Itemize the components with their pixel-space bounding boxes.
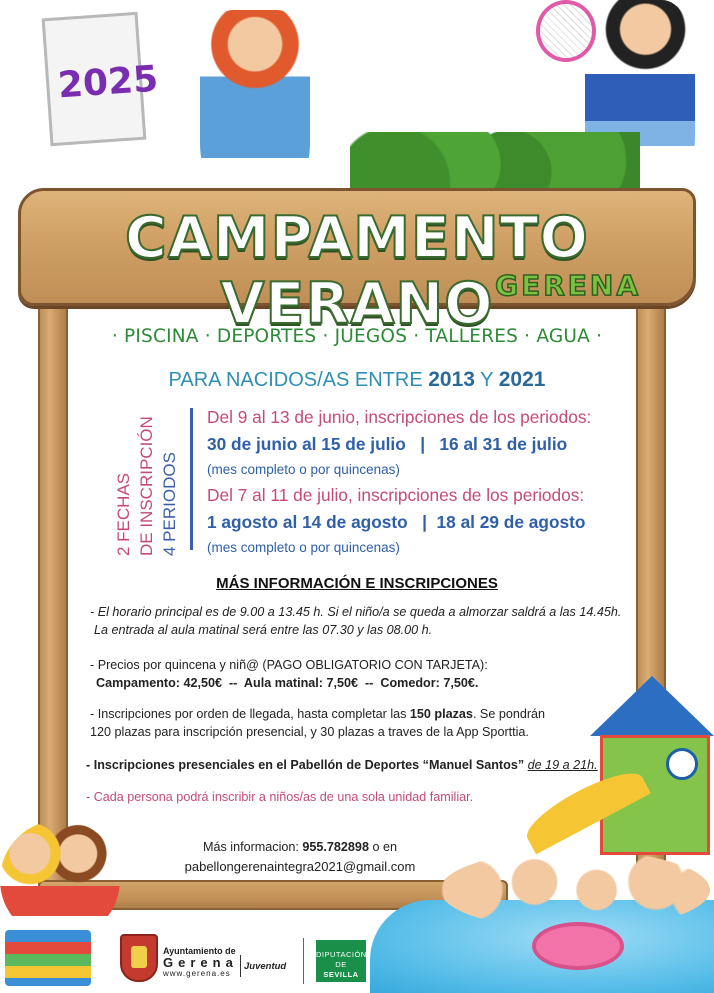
year-painting: 2025 (56, 58, 160, 107)
vertical-label-line2: DE INSCRIPCIÓN (137, 416, 156, 556)
info-schedule (86, 603, 636, 639)
born-range (0, 368, 714, 392)
info-prices (86, 656, 636, 692)
info-prices-line1: - Precios por quincena y niñ@ (PAGO OBLIGATORIO CON TARJETA): (90, 658, 488, 672)
info-presencial-hours: de 19 a 21h. (527, 758, 598, 772)
kids-pool-illustration (440, 850, 710, 930)
girl-painter-illustration (200, 10, 310, 200)
info-order-line1 (86, 705, 636, 723)
playhouse-window-illustration (666, 748, 698, 780)
period-note: (mes completo o por quincenas) (207, 462, 400, 477)
ayto-town: Gerena (163, 955, 238, 970)
info-prices-line2: Campamento: 42,50€ -- Aula matinal: 7,50€ -- Comedor: 7,50€. (96, 676, 479, 690)
contact-phone[interactable]: 955.782898 (302, 840, 369, 854)
ayto-line1: Ayuntamiento de (163, 946, 236, 956)
period-group (207, 404, 627, 482)
periods-list (207, 404, 627, 560)
info-order-part3: . Se pondrán (472, 707, 546, 721)
poster-subtitle: GERENA (495, 269, 641, 302)
activities-line: · PISCINA · DEPORTES · JUEGOS · TALLERES · AGUA · (111, 326, 603, 347)
period-header: Del 7 al 11 de julio, inscripciones de los periodos: (207, 485, 585, 505)
tennis-racket-icon (536, 0, 596, 62)
vertical-label-line3: 4 PERIODOS (160, 452, 179, 556)
contact-label: Más informacion: (203, 840, 303, 854)
ayuntamiento-logo (163, 946, 238, 979)
logo-separator (240, 955, 241, 977)
diputacion-logo (316, 940, 366, 982)
info-presencial (86, 756, 636, 774)
info-schedule-line2: La entrada al aula matinal será entre las 07.30 y las 08.00 h. (94, 623, 433, 637)
kids-reading-illustration (0, 820, 120, 940)
info-order-part1: - Inscripciones por orden de llegada, hasta completar las (90, 707, 410, 721)
info-order-plazas: 150 plazas (409, 707, 473, 721)
dip-line2: DE (335, 960, 347, 969)
born-year-to: 2021 (498, 368, 546, 391)
born-connector: Y (480, 369, 494, 391)
gerena-coat-of-arms-icon (120, 934, 158, 982)
contact-email[interactable]: pabellongerenaintegra2021@gmail.com (184, 859, 416, 874)
info-presencial-text: - Inscripciones presenciales en el Pabellón de Deportes “Manuel Santos” (86, 758, 528, 772)
period-dates: 30 de junio al 15 de julio | 16 al 31 de julio (207, 434, 568, 454)
juventud-label: Juventud (244, 961, 287, 972)
period-note: (mes completo o por quincenas) (207, 540, 400, 555)
period-dates: 1 agosto al 14 de agosto | 18 al 29 de agosto (207, 512, 586, 532)
dip-line1: DIPUTACIÓN (316, 950, 367, 959)
diputacion-side-bar (303, 938, 313, 984)
dip-line3: SEVILLA (323, 970, 359, 979)
poster-title: CAMPAMENTO VERANO (124, 205, 590, 337)
info-family: - Cada persona podrá inscribir a niños/as de una sola unidad familiar. (86, 790, 474, 804)
ayto-web: www.gerena.es (163, 969, 231, 978)
info-heading: MÁS INFORMACIÓN E INSCRIPCIONES (216, 575, 498, 592)
born-year-from: 2013 (428, 368, 475, 391)
info-order-line2: 120 plazas para inscripción presencial, y 30 plazas a traves de la App Sporttia. (90, 725, 529, 739)
contact-suffix: o en (368, 840, 397, 854)
period-group (207, 482, 627, 560)
period-header: Del 9 al 13 de junio, inscripciones de los periodos: (207, 407, 592, 427)
info-order (86, 705, 636, 741)
vertical-divider (190, 408, 193, 550)
info-schedule-line1: - El horario principal es de 9.00 a 13.45 h. Si el niño/a se queda a almorzar saldrá a las 14.45h. (90, 605, 622, 619)
vertical-label-line1: 2 FECHAS (114, 472, 133, 556)
born-prefix: PARA NACIDOS/AS ENTRE (168, 369, 423, 391)
books-illustration (5, 930, 91, 986)
